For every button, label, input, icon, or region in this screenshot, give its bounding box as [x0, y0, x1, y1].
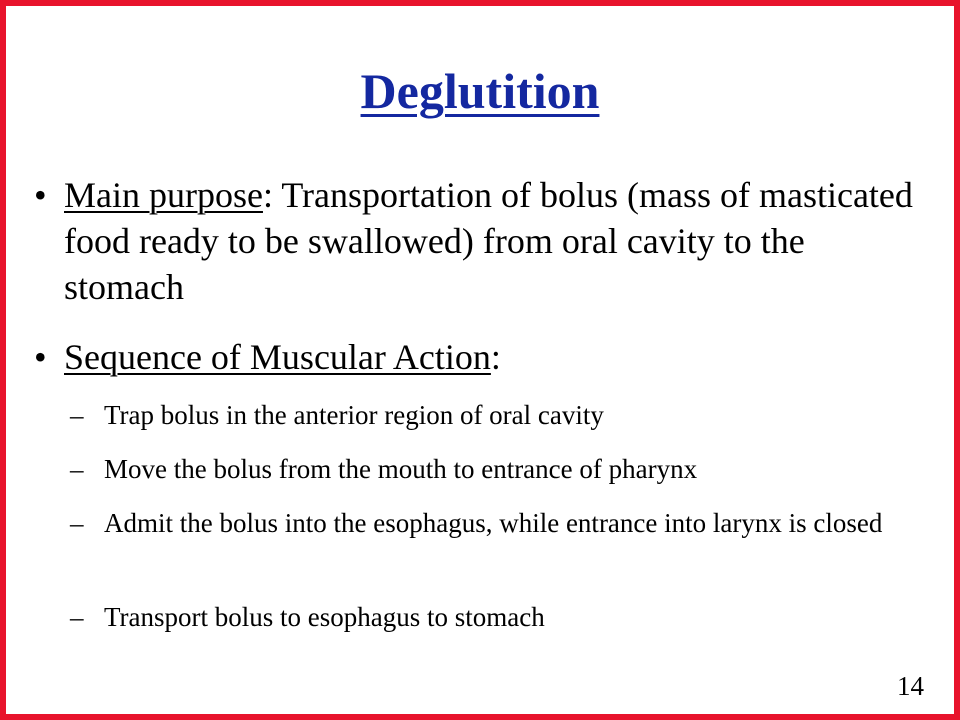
bullet-body: : Transportation of bolus (mass of masticated food ready to be swallowed) from oral cavity to the stomach	[64, 175, 913, 307]
sub-item-text: Transport bolus to esophagus to stomach	[104, 602, 545, 632]
bullet-sequence	[34, 334, 934, 384]
page-number: 14	[897, 671, 924, 701]
bullet-label: Main purpose	[64, 175, 263, 215]
slide-title-text: Deglutition	[360, 63, 600, 119]
bullet-label: Sequence of Muscular Action	[64, 337, 491, 377]
bullet-text	[64, 172, 924, 310]
bullet-body: :	[490, 337, 501, 377]
dash-marker: –	[70, 508, 84, 538]
bullet-dot: •	[34, 175, 47, 215]
sub-item-text: Admit the bolus into the esophagus, while entrance into larynx is closed	[104, 508, 883, 538]
bullet-text	[64, 334, 924, 380]
slide-title	[6, 60, 954, 122]
sub-item	[70, 504, 950, 584]
bullet-dot: •	[34, 337, 47, 377]
dash-marker: –	[70, 602, 84, 632]
dash-marker: –	[70, 400, 84, 430]
sub-item-text: Move the bolus from the mouth to entrance of pharynx	[104, 454, 698, 484]
bullet-main-purpose	[34, 172, 934, 312]
dash-marker: –	[70, 454, 84, 484]
sub-item-text: Trap bolus in the anterior region of oral cavity	[104, 400, 604, 430]
